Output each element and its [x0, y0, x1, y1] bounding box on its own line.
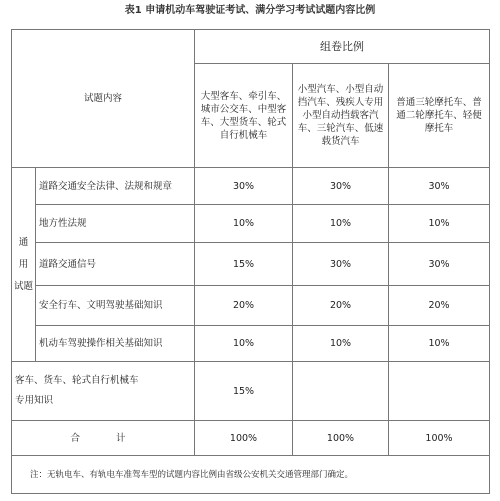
special-value-col3: [389, 362, 490, 421]
total-value-col3: 100%: [389, 421, 490, 456]
footnote: 注：无轨电车、有轨电车准驾车型的试题内容比例由省级公安机关交通管理部门确定。: [12, 456, 490, 494]
header-content-cell: 试题内容: [12, 30, 195, 168]
total-label: 合 计: [12, 421, 195, 456]
table-row: [12, 286, 490, 326]
special-label-line2: 专用知识: [15, 395, 54, 406]
row-value-col2: 30%: [293, 243, 389, 286]
general-char-1: 通: [18, 236, 29, 248]
total-value-col1: 100%: [195, 421, 293, 456]
table-row: [12, 326, 490, 362]
general-category-cell: [12, 168, 36, 362]
header-col1: 大型客车、牵引车、城市公交车、中型客车、大型货车、轮式自行机械车: [195, 64, 293, 168]
general-char-3: 试题: [13, 280, 33, 292]
row-label: 地方性法规: [36, 205, 195, 243]
row-value-col3: 20%: [389, 286, 490, 326]
row-value-col3: 10%: [389, 205, 490, 243]
table-row: [12, 168, 490, 205]
row-value-col3: 30%: [389, 243, 490, 286]
row-value-col2: 10%: [293, 326, 389, 362]
table-row: [12, 205, 490, 243]
special-row: [12, 362, 490, 421]
header-col3: 普通三轮摩托车、普通二轮摩托车、轻便摩托车: [389, 64, 490, 168]
header-col2: 小型汽车、小型自动挡汽车、残疾人专用小型自动挡载客汽车、三轮汽车、低速载货汽车: [293, 64, 389, 168]
row-label: 道路交通安全法律、法规和规章: [36, 168, 195, 205]
note-row: [12, 456, 490, 494]
total-value-col2: 100%: [293, 421, 389, 456]
special-value-col1: 15%: [195, 362, 293, 421]
special-label-cell: [12, 362, 195, 421]
header-row-1: [12, 30, 490, 64]
row-label: 机动车驾驶操作相关基础知识: [36, 326, 195, 362]
row-label: 安全行车、文明驾驶基础知识: [36, 286, 195, 326]
row-value-col1: 15%: [195, 243, 293, 286]
row-value-col2: 30%: [293, 168, 389, 205]
row-value-col2: 20%: [293, 286, 389, 326]
special-value-col2: [293, 362, 389, 421]
row-value-col3: 30%: [389, 168, 490, 205]
row-value-col1: 20%: [195, 286, 293, 326]
exam-ratio-table: [11, 29, 490, 494]
general-char-2: 用: [18, 258, 29, 270]
row-value-col1: 30%: [195, 168, 293, 205]
table-row: [12, 243, 490, 286]
special-label-line1: 客车、货车、轮式自行机械车: [15, 375, 139, 386]
row-value-col2: 10%: [293, 205, 389, 243]
row-value-col3: 10%: [389, 326, 490, 362]
row-value-col1: 10%: [195, 326, 293, 362]
row-value-col1: 10%: [195, 205, 293, 243]
row-label: 道路交通信号: [36, 243, 195, 286]
table-title: 表1 申请机动车驾驶证考试、满分学习考试试题内容比例: [124, 5, 376, 16]
header-group-cell: 组卷比例: [195, 30, 490, 64]
total-row: [12, 421, 490, 456]
